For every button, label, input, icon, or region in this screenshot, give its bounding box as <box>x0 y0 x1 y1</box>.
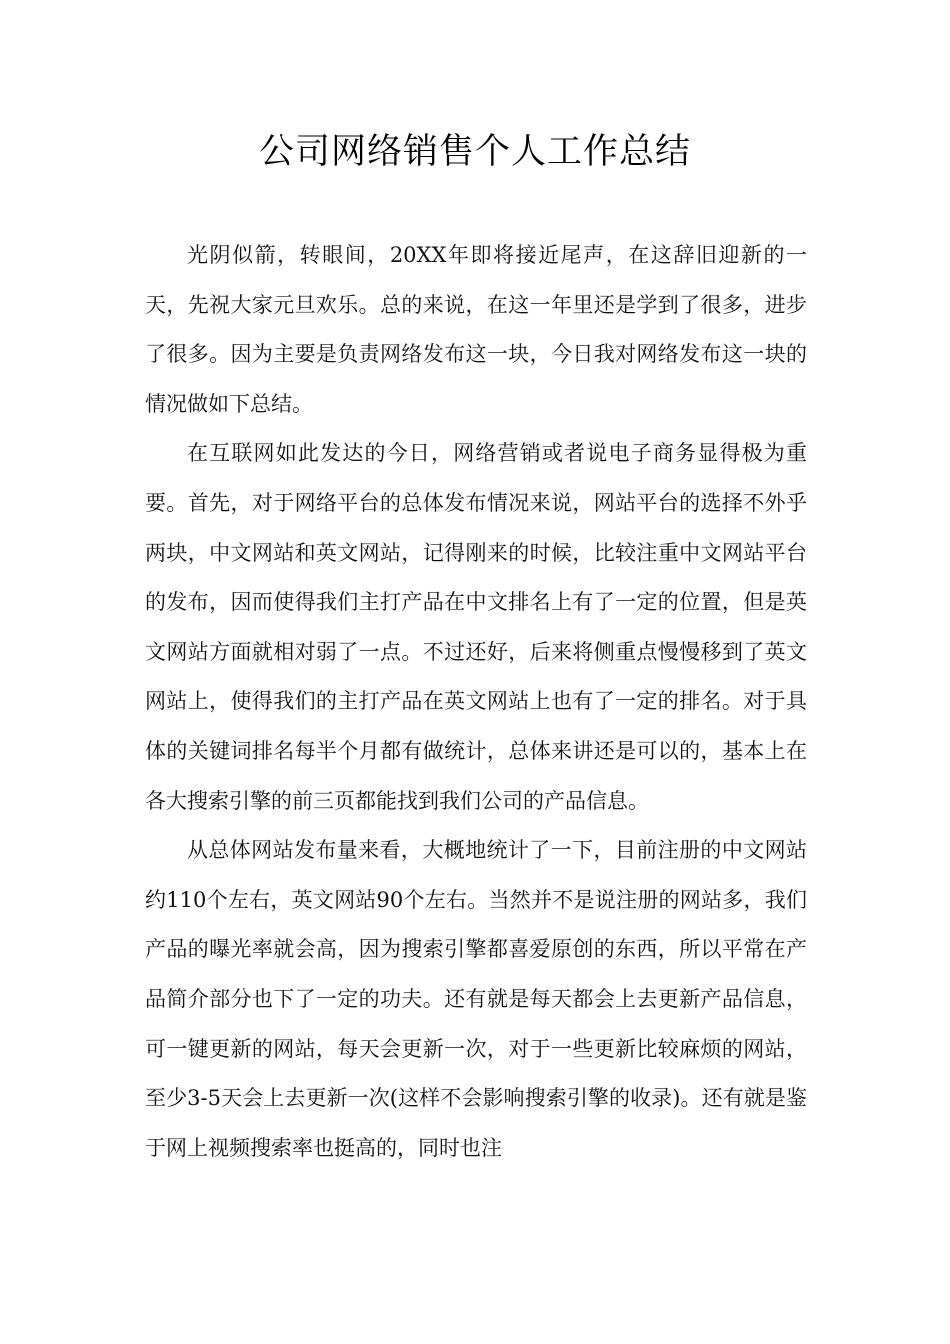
document-title: 公司网络销售个人工作总结 <box>258 132 691 172</box>
paragraph-1: 光阴似箭，转眼间，20XX年即将接近尾声，在这辞旧迎新的一天，先祝大家元旦欢乐。总的来说，在这一年里还是学到了很多，进步了很多。因为主要是负责网络发布这一块，今日我对网络发布这一块的情况做如下总结。 <box>145 243 807 416</box>
document-body <box>145 231 807 1173</box>
paragraph-2: 在互联网如此发达的今日，网络营销或者说电子商务显得极为重要。首先，对于网络平台的总体发布情况来说，网站平台的选择不外乎两块，中文网站和英文网站，记得刚来的时候，比较注重中文网站平台的发布，因而使得我们主打产品在中文排名上有了一定的位置，但是英文网站方面就相对弱了一点。不过还好，后来将侧重点慢慢移到了英文网站上，使得我们的主打产品在英文网站上也有了一定的排名。对于具体的关键词排名每半个月都有做统计，总体来讲还是可以的，基本上在各大搜索引擎的前三页都能找到我们公司的产品信息。 <box>145 441 807 813</box>
paragraph-3: 从总体网站发布量来看，大概地统计了一下，目前注册的中文网站约110个左右，英文网站90个左右。当然并不是说注册的网站多，我们产品的曝光率就会高，因为搜索引擎都喜爱原创的东西，所以平常在产品简介部分也下了一定的功夫。还有就是每天都会上去更新产品信息，可一键更新的网站，每天会更新一次，对于一些更新比较麻烦的网站，至少3-5天会上去更新一次(这样不会影响搜索引擎的收录)。还有就是鉴于网上视频搜索率也挺高的，同时也注 <box>145 838 807 1160</box>
